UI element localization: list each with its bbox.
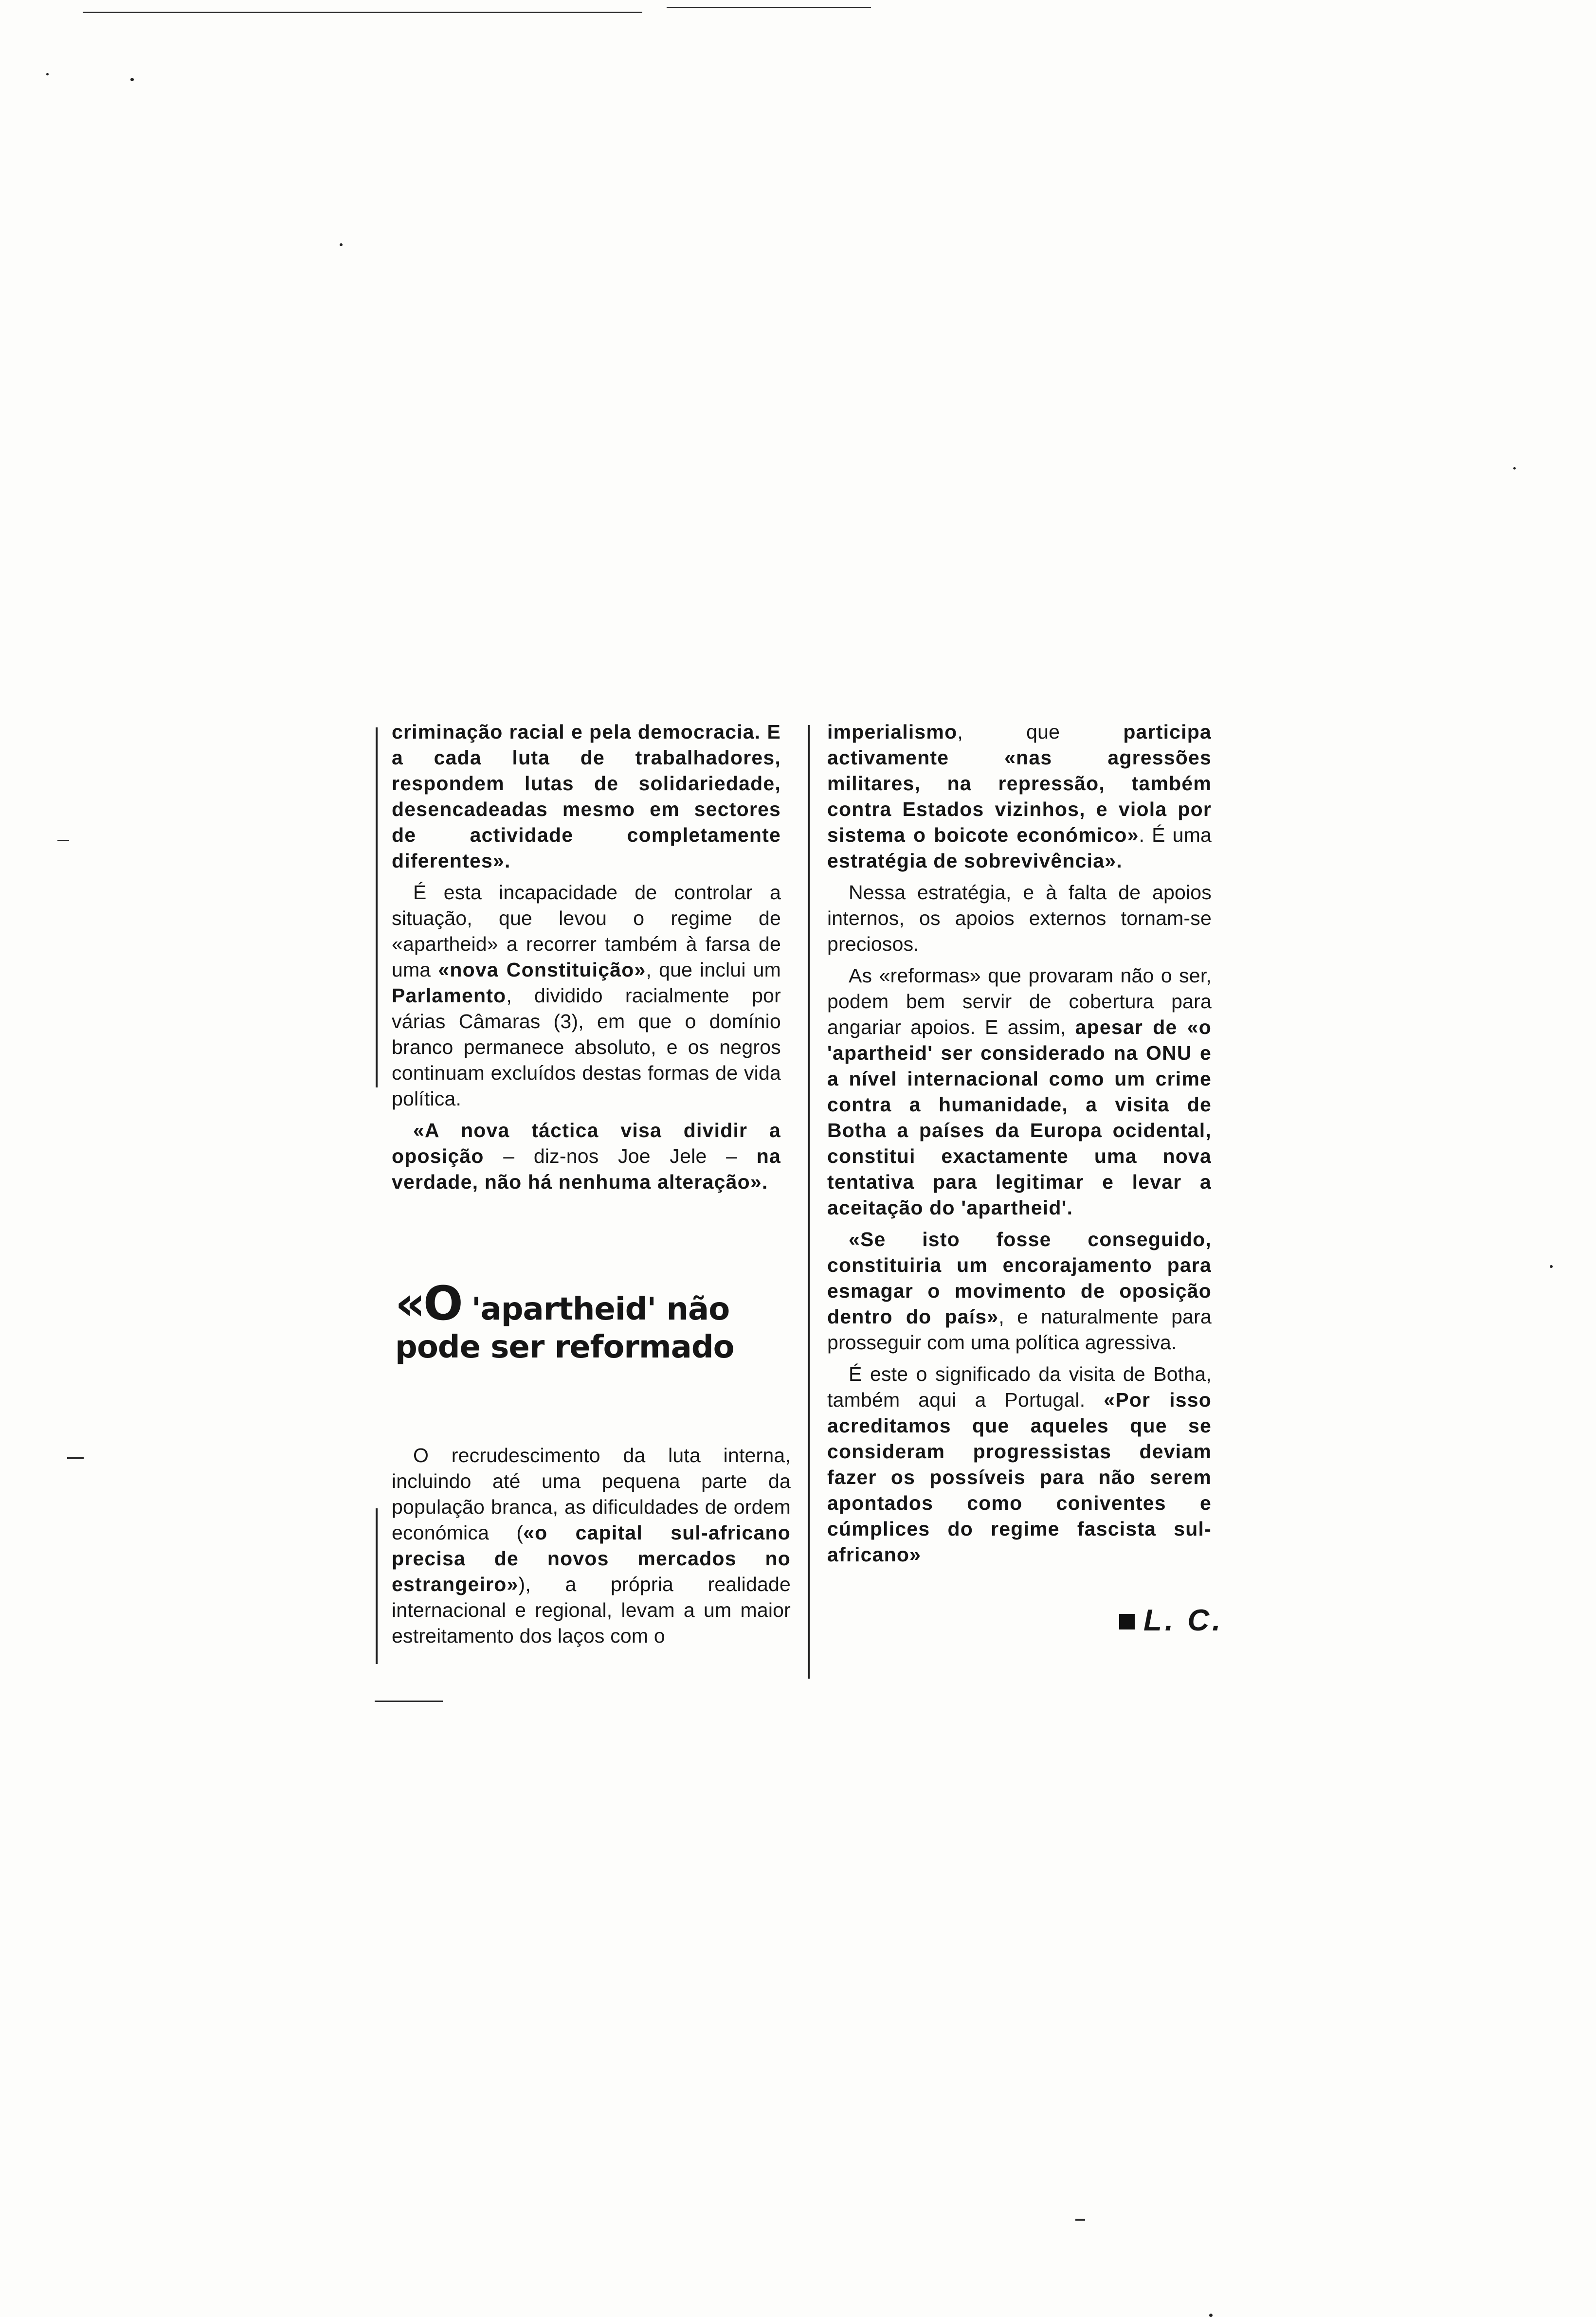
text-run: , e naturalmente para prosseguir com uma política agressiva. [827, 1305, 1212, 1354]
bold-text-run: «o capital sul-africano precisa de novos mercados no estrangeiro» [392, 1521, 791, 1595]
scan-edge-mark-left [67, 1457, 84, 1459]
scan-edge-line-top-right [667, 7, 871, 8]
bold-text-run: na verdade, não há nenhuma alteração». [392, 1145, 781, 1193]
paragraph [827, 719, 1212, 874]
paragraph [392, 880, 781, 1112]
scan-edge-mark-left [57, 840, 69, 841]
paragraph [827, 963, 1212, 1221]
headline-opening-quote: « [395, 1276, 424, 1331]
text-run: É esta incapacidade de controlar a situação, que levou o regime de «apartheid» a recorrer também à farsa de uma [392, 881, 781, 981]
scan-edge-mark-bottom [1075, 2219, 1085, 2221]
scan-speck [1550, 1265, 1553, 1268]
bold-text-run: «nova Constituição» [438, 959, 646, 981]
text-run: , que [957, 721, 1124, 743]
scan-speck [130, 78, 134, 81]
article-right-column [827, 719, 1212, 1574]
signature-initials: L. C. [1143, 1604, 1224, 1637]
signature-square-icon [1119, 1614, 1135, 1629]
clipping-bottom-edge [375, 1701, 443, 1702]
bold-text-run: «Por isso acreditamos que aqueles que se consideram progressistas deviam fazer os possíveis para não serem apontados como coniventes e cúmplices do regime fascista sul-africano» [827, 1389, 1212, 1566]
scan-speck [46, 73, 49, 75]
text-run: Nessa estratégia, e à falta de apoios internos, os apoios externos tornam-se preciosos. [827, 881, 1212, 955]
text-run: , que inclui um [646, 959, 781, 981]
bold-text-run: criminação racial e pela democracia. E a cada luta de trabalhadores, respondem lutas de solidariedade, desencadeadas mesmo em sectores de actividade completamente diferentes». [392, 721, 781, 872]
paragraph [392, 1118, 781, 1195]
text-run: É este o significado da visita de Botha, também aqui a Portugal. [827, 1363, 1212, 1411]
headline-capital: O [423, 1276, 461, 1331]
scan-speck [1209, 2314, 1213, 2317]
bold-text-run: Parlamento [392, 984, 507, 1007]
paragraph [827, 1227, 1212, 1356]
article-left-column [392, 719, 781, 1201]
column-rule-middle [808, 725, 810, 1679]
author-signature [1119, 1603, 1223, 1638]
text-run: ), a própria realidade internacional e regional, levam a um maior estreitamento dos laços com o [392, 1573, 791, 1647]
scan-speck [340, 243, 343, 246]
text-run: – diz-nos Joe Jele – [484, 1145, 757, 1167]
bold-text-run: estratégia de sobrevivência». [827, 850, 1123, 872]
bold-text-run: «A nova táctica visa dividir a oposição [392, 1119, 781, 1167]
article-left-column-lower [392, 1443, 791, 1655]
paragraph [392, 1443, 791, 1649]
section-headline [395, 1276, 736, 1366]
scan-edge-line-top [83, 12, 642, 13]
scan-speck [1513, 467, 1516, 470]
text-run: . É uma [1139, 824, 1212, 846]
paragraph [827, 1361, 1212, 1568]
headline-text: 'apartheid' não pode ser reformado [395, 1291, 734, 1365]
column-rule-left [376, 727, 378, 1087]
bold-text-run: «Se isto fosse conseguido, constituiria um encorajamento para esmagar o movimento de oposição dentro do país» [827, 1228, 1212, 1328]
bold-text-run: participa activamente «nas agressões militares, na repressão, também contra Estados vizinhos, e viola por sistema o boicote económico» [827, 721, 1212, 846]
text-run: O recrudescimento da luta interna, incluindo até uma pequena parte da população branca, as dificuldades de ordem económica ( [392, 1444, 791, 1544]
column-rule-left-lower [376, 1508, 378, 1664]
text-run: , dividido racialmente por várias Câmaras (3), em que o domínio branco permanece absoluto, e os negros continuam excluídos destas formas de vida política. [392, 984, 781, 1110]
text-run: As «reformas» que provaram não o ser, podem bem servir de cobertura para angariar apoios. E assim, [827, 964, 1212, 1038]
paragraph [392, 719, 781, 874]
bold-text-run: apesar de «o 'apartheid' ser considerado na ONU e a nível internacional como um crime contra a humanidade, a visita de Botha a países da Europa ocidental, constitui exactamente uma nova tentativa para legitimar e levar a aceitação do 'apartheid'. [827, 1016, 1212, 1219]
paragraph [827, 880, 1212, 957]
bold-text-run: imperialismo [827, 721, 958, 743]
